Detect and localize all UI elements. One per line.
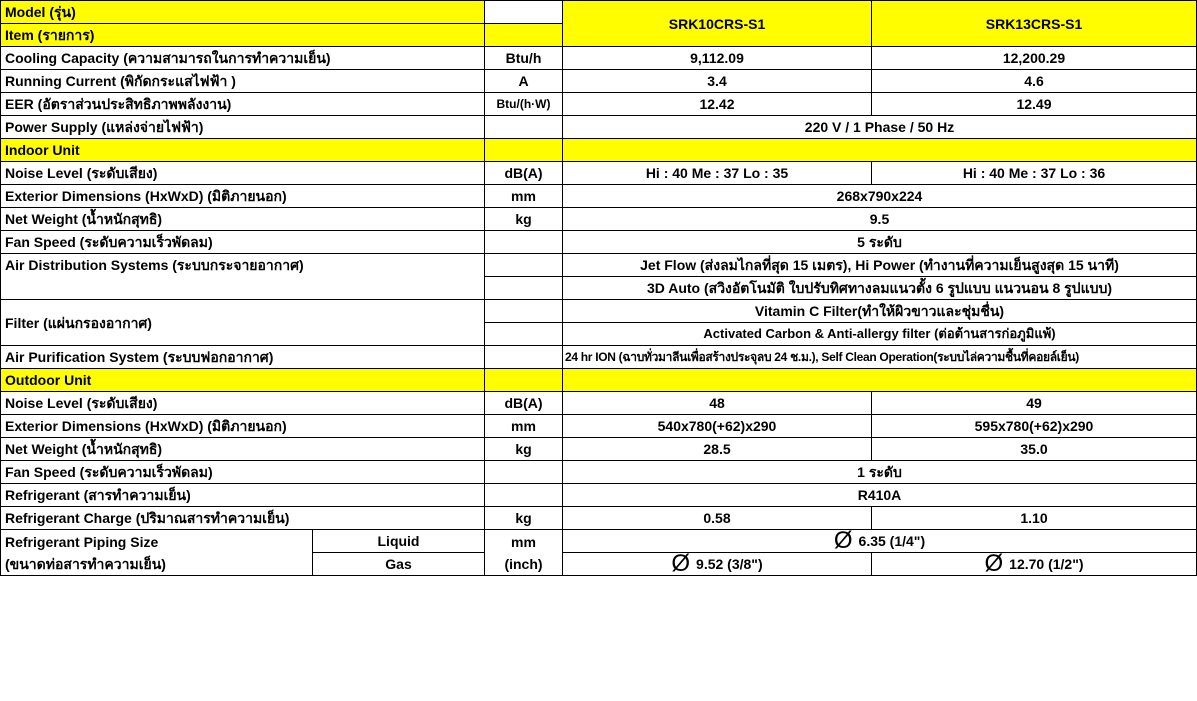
- row-value: 24 hr ION (ฉาบทั่วมาลีนเพื่อสร้างประจุลบ 24 ช.ม.), Self Clean Operation(ระบบไล่ความชื้นที่คอยล์เย็น): [563, 346, 1197, 369]
- row-value-2: 1.10: [872, 507, 1197, 530]
- row-label: Exterior Dimensions (HxWxD) (มิติภายนอก): [1, 185, 485, 208]
- row-label: Net Weight (น้ำหนักสุทธิ): [1, 208, 485, 231]
- section-label: Indoor Unit: [1, 139, 485, 162]
- row-label: EER (อัตราส่วนประสิทธิภาพพลังงาน): [1, 93, 485, 116]
- row-label: Refrigerant (สารทำความเย็น): [1, 484, 485, 507]
- row-outdoor-weight: [1, 438, 1197, 461]
- row-value-1: 48: [563, 392, 872, 415]
- row-value-2: 595x780(+62)x290: [872, 415, 1197, 438]
- row-label: Fan Speed (ระดับความเร็วพัดลม): [1, 231, 485, 254]
- row-piping-liquid: [1, 530, 1197, 553]
- row-label: Refrigerant Charge (ปริมาณสารทำความเย็น): [1, 507, 485, 530]
- row-indoor-weight: [1, 208, 1197, 231]
- row-value-2: 4.6: [872, 70, 1197, 93]
- row-unit: mm: [485, 185, 563, 208]
- row-value: 220 V / 1 Phase / 50 Hz: [563, 116, 1197, 139]
- row-value-1: 12.42: [563, 93, 872, 116]
- row-value: 9.5: [563, 208, 1197, 231]
- row-value: 268x790x224: [563, 185, 1197, 208]
- row-value: R410A: [563, 484, 1197, 507]
- row-unit: [485, 254, 563, 277]
- section-fill: [485, 369, 563, 392]
- row-value-1: 0.58: [563, 507, 872, 530]
- gas-size-2: 12.70 (1/2"): [1009, 556, 1084, 572]
- row-value-1: 28.5: [563, 438, 872, 461]
- row-value-2: 49: [872, 392, 1197, 415]
- row-value-2: Hi : 40 Me : 37 Lo : 36: [872, 162, 1197, 185]
- row-label: Air Distribution Systems (ระบบกระจายอากาศ): [1, 254, 485, 300]
- row-unit: [485, 346, 563, 369]
- row-label: Noise Level (ระดับเสียง): [1, 392, 485, 415]
- section-outdoor: [1, 369, 1197, 392]
- row-value: 3D Auto (สวิงอัตโนมัติ ใบปรับทิศทางลมแนวตั้ง 6 รูปแบบ แนวนอน 8 รูปแบบ): [563, 277, 1197, 300]
- row-unit: [485, 484, 563, 507]
- gas-label: Gas: [313, 553, 485, 576]
- piping-label-line1: Refrigerant Piping Size: [5, 533, 159, 550]
- row-unit: [485, 323, 563, 346]
- section-fill: [563, 139, 1197, 162]
- liquid-label: Liquid: [313, 530, 485, 553]
- row-unit: Btu/(h·W): [485, 93, 563, 116]
- row-value-1: 9,112.09: [563, 47, 872, 70]
- row-value-1: 3.4: [563, 70, 872, 93]
- diameter-icon: Ø: [671, 552, 691, 576]
- row-unit: [485, 231, 563, 254]
- gas-value-1: [563, 553, 872, 576]
- row-outdoor-dimensions: [1, 415, 1197, 438]
- row-cooling-capacity: [1, 47, 1197, 70]
- gas-size-1: 9.52 (3/8"): [696, 556, 763, 572]
- row-unit: dB(A): [485, 392, 563, 415]
- row-unit: [485, 461, 563, 484]
- row-value: 1 ระดับ: [563, 461, 1197, 484]
- row-value-2: 12,200.29: [872, 47, 1197, 70]
- section-label: Outdoor Unit: [1, 369, 485, 392]
- row-label: Noise Level (ระดับเสียง): [1, 162, 485, 185]
- row-unit: dB(A): [485, 162, 563, 185]
- row-label: Exterior Dimensions (HxWxD) (มิติภายนอก): [1, 415, 485, 438]
- gas-value-2: [872, 553, 1197, 576]
- row-label: Fan Speed (ระดับความเร็วพัดลม): [1, 461, 485, 484]
- model-name-2: SRK13CRS-S1: [872, 1, 1197, 47]
- piping-unit-line1: mm: [511, 533, 536, 550]
- diameter-icon: Ø: [833, 529, 853, 553]
- row-label: Net Weight (น้ำหนักสุทธิ): [1, 438, 485, 461]
- row-running-current: [1, 70, 1197, 93]
- header-row-model: [1, 1, 1197, 24]
- model-name-1: SRK10CRS-S1: [563, 1, 872, 47]
- row-indoor-noise: [1, 162, 1197, 185]
- row-outdoor-fan: [1, 461, 1197, 484]
- row-value: Vitamin C Filter(ทำให้ผิวขาวและชุ่มชื่น): [563, 300, 1197, 323]
- row-outdoor-noise: [1, 392, 1197, 415]
- row-label: Running Current (พิกัดกระแสไฟฟ้า ): [1, 70, 485, 93]
- row-unit: [485, 277, 563, 300]
- row-value: 5 ระดับ: [563, 231, 1197, 254]
- row-value-1: Hi : 40 Me : 37 Lo : 35: [563, 162, 872, 185]
- row-value-2: 35.0: [872, 438, 1197, 461]
- row-unit: [485, 116, 563, 139]
- row-indoor-fan: [1, 231, 1197, 254]
- row-unit: kg: [485, 438, 563, 461]
- row-power-supply: [1, 116, 1197, 139]
- row-air-purification: [1, 346, 1197, 369]
- row-unit: mm: [485, 415, 563, 438]
- item-label: Item (รายการ): [1, 24, 485, 47]
- liquid-value: [563, 530, 1197, 553]
- row-unit: [485, 300, 563, 323]
- row-value-1: 540x780(+62)x290: [563, 415, 872, 438]
- row-label: Power Supply (แหล่งจ่ายไฟฟ้า): [1, 116, 485, 139]
- row-refrigerant: [1, 484, 1197, 507]
- model-label: Model (รุ่น): [1, 1, 485, 24]
- section-fill: [485, 139, 563, 162]
- piping-label: [1, 530, 313, 576]
- piping-unit-line2: (inch): [504, 555, 543, 572]
- row-value-2: 12.49: [872, 93, 1197, 116]
- row-unit: Btu/h: [485, 47, 563, 70]
- row-refrigerant-charge: [1, 507, 1197, 530]
- row-unit: A: [485, 70, 563, 93]
- row-eer: [1, 93, 1197, 116]
- row-indoor-dimensions: [1, 185, 1197, 208]
- row-label: Air Purification System (ระบบฟอกอากาศ): [1, 346, 485, 369]
- section-fill: [563, 369, 1197, 392]
- piping-unit: [485, 530, 563, 576]
- row-unit: kg: [485, 208, 563, 231]
- diameter-icon: Ø: [984, 552, 1004, 576]
- row-value: Jet Flow (ส่งลมไกลที่สุด 15 เมตร), Hi Power (ทำงานที่ความเย็นสูงสุด 15 นาที): [563, 254, 1197, 277]
- row-air-distribution-1: [1, 254, 1197, 277]
- row-value: Activated Carbon & Anti-allergy filter (ต่อต้านสารก่อภูมิแพ้): [563, 323, 1197, 346]
- row-filter-1: [1, 300, 1197, 323]
- section-indoor: [1, 139, 1197, 162]
- header-unit-blank: [485, 1, 563, 24]
- piping-label-line2: (ขนาดท่อสารทำความเย็น): [5, 555, 166, 572]
- row-label: Filter (แผ่นกรองอากาศ): [1, 300, 485, 346]
- liquid-size: 6.35 (1/4"): [858, 533, 926, 549]
- item-unit-blank: [485, 24, 563, 47]
- row-unit: kg: [485, 507, 563, 530]
- row-label: Cooling Capacity (ความสามารถในการทำความเย็น): [1, 47, 485, 70]
